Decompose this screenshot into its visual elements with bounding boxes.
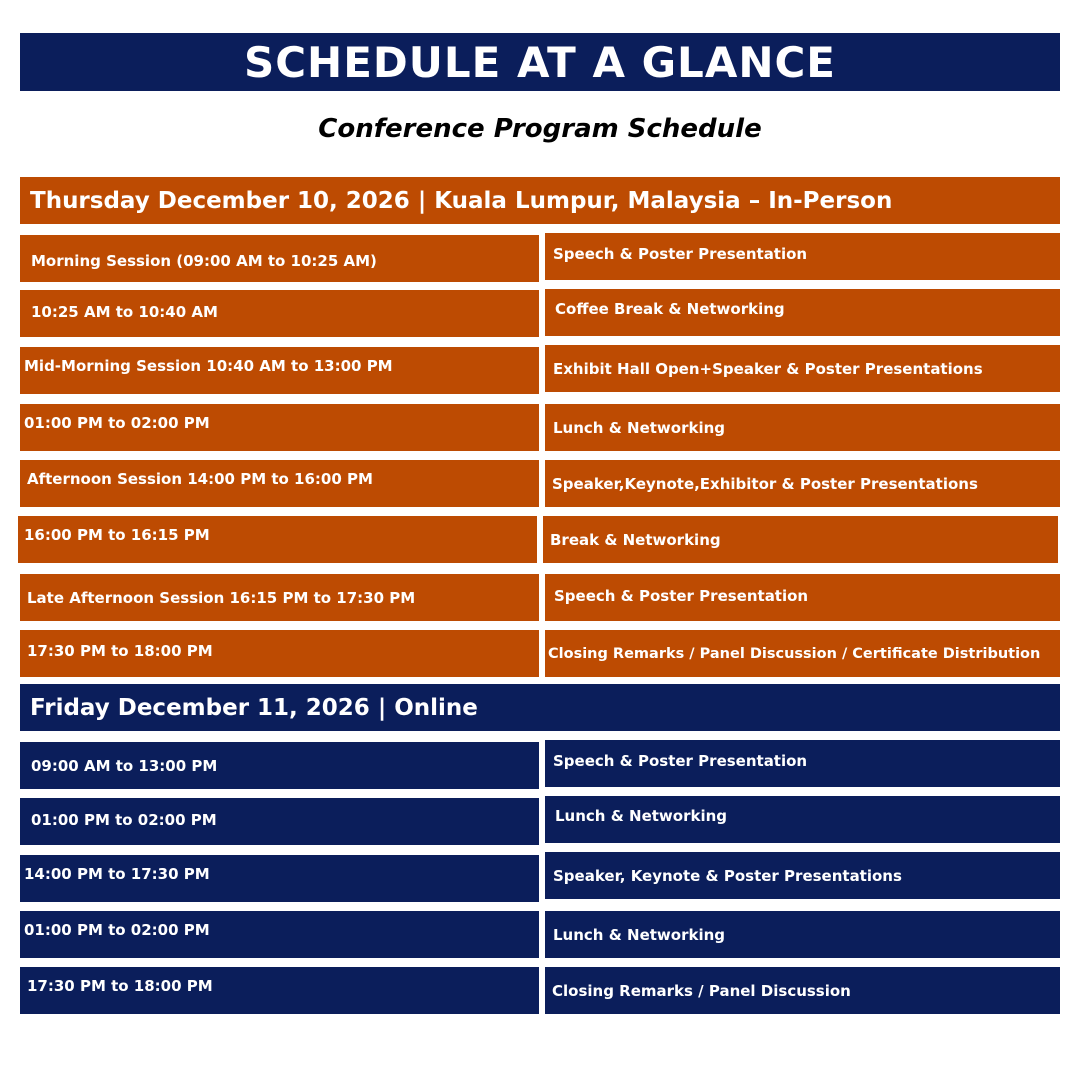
activity-cell: Speech & Poster Presentation: [545, 233, 1060, 280]
schedule-banner: [20, 33, 1060, 91]
time-cell: 01:00 PM to 02:00 PM: [20, 404, 539, 451]
banner-title: SCHEDULE AT A GLANCE: [243, 37, 836, 87]
activity-cell: Closing Remarks / Panel Discussion / Certificate Distribution: [545, 630, 1060, 677]
time-cell: Morning Session (09:00 AM to 10:25 AM): [20, 235, 539, 282]
activity-cell: Break & Networking: [543, 516, 1058, 563]
time-cell: 16:00 PM to 16:15 PM: [18, 516, 537, 563]
time-cell: 10:25 AM to 10:40 AM: [20, 290, 539, 337]
activity-cell: Lunch & Networking: [545, 404, 1060, 451]
day-header-thursday: Thursday December 10, 2026 | Kuala Lumpur, Malaysia – In-Person: [20, 177, 1060, 224]
activity-cell: Closing Remarks / Panel Discussion: [545, 967, 1060, 1014]
activity-cell: Lunch & Networking: [545, 911, 1060, 958]
activity-cell: Coffee Break & Networking: [545, 289, 1060, 336]
time-cell: Afternoon Session 14:00 PM to 16:00 PM: [20, 460, 539, 507]
activity-cell: Speaker,Keynote,Exhibitor & Poster Presentations: [545, 460, 1060, 507]
activity-cell: Lunch & Networking: [545, 796, 1060, 843]
time-cell: Late Afternoon Session 16:15 PM to 17:30 PM: [20, 574, 539, 621]
activity-cell: Exhibit Hall Open+Speaker & Poster Presentations: [545, 345, 1060, 392]
page-subtitle: Conference Program Schedule: [318, 114, 762, 144]
time-cell: 01:00 PM to 02:00 PM: [20, 798, 539, 845]
time-cell: 17:30 PM to 18:00 PM: [20, 967, 539, 1014]
time-cell: 01:00 PM to 02:00 PM: [20, 911, 539, 958]
day-header-friday: Friday December 11, 2026 | Online: [20, 684, 1060, 731]
time-cell: 09:00 AM to 13:00 PM: [20, 742, 539, 789]
activity-cell: Speaker, Keynote & Poster Presentations: [545, 852, 1060, 899]
time-cell: 17:30 PM to 18:00 PM: [20, 630, 539, 677]
activity-cell: Speech & Poster Presentation: [545, 574, 1060, 621]
activity-cell: Speech & Poster Presentation: [545, 740, 1060, 787]
time-cell: 14:00 PM to 17:30 PM: [20, 855, 539, 902]
time-cell: Mid-Morning Session 10:40 AM to 13:00 PM: [20, 347, 539, 394]
